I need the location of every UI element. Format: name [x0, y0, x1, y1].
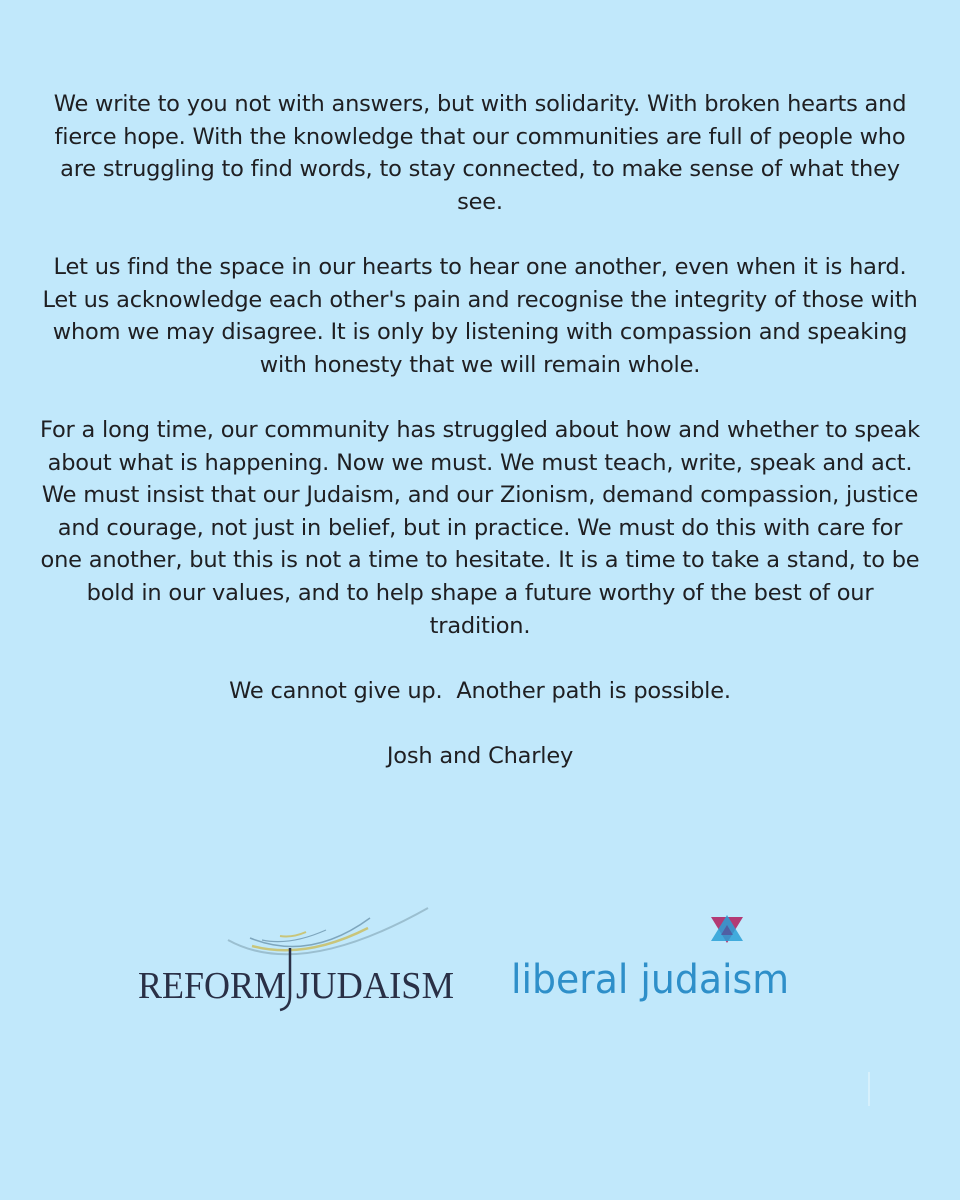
- paragraph-1: We write to you not with answers, but with solidarity. With broken hearts and fierce hope. With the knowledge that our communities are full of people who are struggling to find words, to stay connected, to make sense of what they see.: [53, 91, 907, 215]
- closing-line: We cannot give up. Another path is possible.: [229, 677, 731, 704]
- reform-arc-3: [252, 928, 368, 950]
- paragraph-3: For a long time, our community has struggled about how and whether to speak about what is happening. Now we must. We must teach, write, speak and act. We must insist that our Judaism, and our Zionism, demand compassion, justice and courage, not just in belief, but in practice. We must do this with care for one another, but this is not a time to hesitate. It is a time to take a stand, to be bold in our values, and to help shape a future worthy of the best of our tradition.: [40, 416, 921, 639]
- star-of-david-icon: [711, 915, 743, 943]
- logos-row: [0, 900, 960, 1030]
- reform-judaism-logo: [130, 900, 470, 1020]
- liberal-judaism-logo: [505, 915, 805, 1015]
- letter-body: [40, 88, 920, 805]
- judaism-word: JUDAISM: [296, 965, 454, 1007]
- reform-arc-5: [280, 932, 306, 937]
- liberal-judaism-word: liberal judaism: [511, 957, 789, 1003]
- reform-word: REFORM: [138, 965, 286, 1007]
- paragraph-2: Let us find the space in our hearts to hear one another, even when it is hard. Let us acknowledge each other's pain and recognise the integrity of those with whom we may disagree. It is only by listening with compassion and speaking with honesty that we will remain whole.: [42, 253, 918, 378]
- faint-mark: [868, 1072, 870, 1106]
- signature: Josh and Charley: [386, 742, 574, 769]
